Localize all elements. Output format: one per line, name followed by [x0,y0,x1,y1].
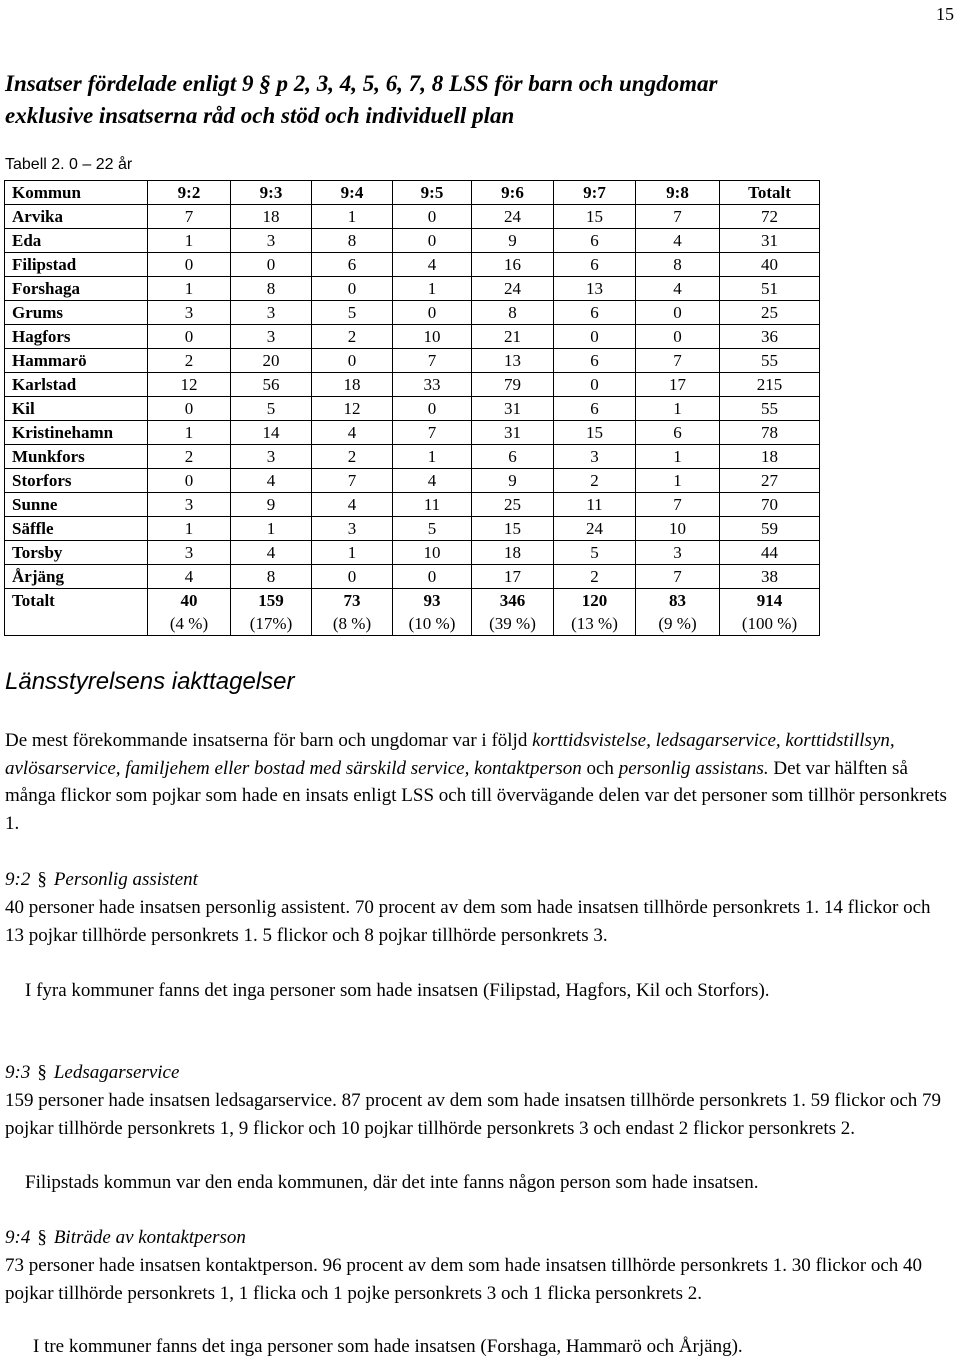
table-row [5,325,820,349]
value-cell: 5 [393,517,472,541]
value-cell: 0 [231,253,312,277]
value-cell: 3 [231,301,312,325]
section-9-2-paragraph: 40 personer hade insatsen personlig assistent. 70 procent av dem som hade insatsen tillhörde personkrets 1. 14 flickor och 13 pojkar tillhörde personkrets 1. 5 flickor och 8 pojkar tillhörde personkrets 3. [5,897,931,946]
value-cell: 7 [393,421,472,445]
value-cell: 8 [472,301,554,325]
value-cell: 3 [148,541,231,565]
value-cell: 70 [720,493,820,517]
value-cell: 1 [636,445,720,469]
value-cell: 3 [231,325,312,349]
total-cell [393,589,472,636]
value-cell: 4 [393,469,472,493]
value-cell: 3 [312,517,393,541]
value-cell: 6 [554,397,636,421]
total-cell [312,589,393,636]
heading-line-1: Insatser fördelade enligt 9 § p 2, 3, 4, 5, 6, 7, 8 LSS för barn och ungdomar [5,71,718,96]
value-cell: 4 [312,421,393,445]
value-cell: 1 [148,421,231,445]
value-cell: 31 [720,229,820,253]
value-cell: 8 [231,277,312,301]
value-cell: 11 [393,493,472,517]
section-title: Länsstyrelsens iakttagelser [5,668,295,695]
total-cell [554,589,636,636]
value-cell: 1 [312,541,393,565]
value-cell: 3 [231,445,312,469]
value-cell: 56 [231,373,312,397]
value-cell: 10 [636,517,720,541]
total-percent: (13 %) [571,614,618,633]
value-cell: 7 [636,349,720,373]
section-heading-9-4: 9:4 § Biträde av kontaktperson [5,1224,950,1252]
total-value: 93 [423,591,441,610]
value-cell: 0 [393,301,472,325]
value-cell: 2 [312,325,393,349]
value-cell: 1 [393,445,472,469]
value-cell: 31 [472,397,554,421]
kommun-cell: Hammarö [5,349,148,373]
value-cell: 2 [148,349,231,373]
section-9-4-paragraph-2: I tre kommuner fanns det inga personer som hade insatsen (Forshaga, Hammarö och Årjäng). [33,1336,743,1357]
value-cell: 17 [472,565,554,589]
table-row [5,397,820,421]
value-cell: 1 [148,517,231,541]
value-cell: 15 [554,205,636,229]
value-cell: 15 [554,421,636,445]
value-cell: 0 [312,565,393,589]
table-row [5,301,820,325]
value-cell: 18 [720,445,820,469]
value-cell: 17 [636,373,720,397]
value-cell: 18 [472,541,554,565]
total-cell [148,589,231,636]
table-row [5,205,820,229]
value-cell: 1 [636,397,720,421]
value-cell: 79 [472,373,554,397]
kommun-cell: Munkfors [5,445,148,469]
column-header: 9:7 [554,181,636,205]
value-cell: 59 [720,517,820,541]
total-cell [636,589,720,636]
value-cell: 0 [554,373,636,397]
value-cell: 15 [472,517,554,541]
value-cell: 18 [231,205,312,229]
value-cell: 0 [393,229,472,253]
table-row [5,373,820,397]
value-cell: 5 [312,301,393,325]
value-cell: 1 [393,277,472,301]
total-value: 40 [180,591,198,610]
total-value: 120 [581,591,608,610]
value-cell: 5 [554,541,636,565]
value-cell: 0 [148,253,231,277]
total-value: 159 [258,591,284,610]
value-cell: 215 [720,373,820,397]
value-cell: 24 [554,517,636,541]
table-row [5,541,820,565]
section-9-3-paragraph: 159 personer hade insatsen ledsagarservice. 87 procent av dem som hade insatsen tillhörde personkrets 1. 59 flickor och 79 pojkar tillhörde personkrets 1, 9 flickor och 10 pojkar tillhörde personkrets 3 och endast 2 flickor personkrets 2. [5,1090,942,1139]
column-header: 9:5 [393,181,472,205]
value-cell: 6 [554,349,636,373]
table-row [5,469,820,493]
value-cell: 1 [636,469,720,493]
value-cell: 6 [312,253,393,277]
value-cell: 21 [472,325,554,349]
table-row [5,565,820,589]
value-cell: 14 [231,421,312,445]
total-value: 914 [756,591,783,610]
value-cell: 0 [148,397,231,421]
value-cell: 13 [472,349,554,373]
value-cell: 4 [148,565,231,589]
kommun-cell: Kristinehamn [5,421,148,445]
value-cell: 55 [720,397,820,421]
table-row [5,253,820,277]
kommun-cell: Arvika [5,205,148,229]
value-cell: 40 [720,253,820,277]
total-cell [720,589,820,636]
value-cell: 7 [636,565,720,589]
value-cell: 9 [472,469,554,493]
value-cell: 4 [312,493,393,517]
value-cell: 0 [636,301,720,325]
value-cell: 1 [312,205,393,229]
section-9-3-paragraph-2: Filipstads kommun var den enda kommunen, där det inte fanns någon person som hade insatsen. [25,1172,759,1193]
total-percent: (8 %) [332,614,372,633]
table-row [5,445,820,469]
page-heading [5,68,945,132]
total-value: 346 [499,591,526,610]
value-cell: 25 [472,493,554,517]
value-cell: 5 [231,397,312,421]
value-cell: 51 [720,277,820,301]
column-header: 9:8 [636,181,720,205]
value-cell: 27 [720,469,820,493]
table-row [5,421,820,445]
total-percent: (10 %) [408,614,456,633]
value-cell: 8 [231,565,312,589]
value-cell: 2 [554,469,636,493]
kommun-cell: Årjäng [5,565,148,589]
value-cell: 8 [636,253,720,277]
value-cell: 24 [472,205,554,229]
total-percent: (17%) [249,614,293,633]
kommun-cell: Karlstad [5,373,148,397]
value-cell: 0 [393,397,472,421]
value-cell: 7 [393,349,472,373]
table-row [5,349,820,373]
section-heading-9-2: 9:2 § Personlig assistent [5,866,950,894]
insatser-table [4,180,820,636]
value-cell: 44 [720,541,820,565]
value-cell: 0 [393,565,472,589]
kommun-cell: Storfors [5,469,148,493]
table-row [5,517,820,541]
total-cell [472,589,554,636]
value-cell: 6 [554,301,636,325]
value-cell: 78 [720,421,820,445]
value-cell: 12 [148,373,231,397]
value-cell: 20 [231,349,312,373]
kommun-cell: Kil [5,397,148,421]
value-cell: 72 [720,205,820,229]
value-cell: 0 [148,469,231,493]
value-cell: 7 [312,469,393,493]
value-cell: 3 [148,493,231,517]
value-cell: 3 [148,301,231,325]
value-cell: 6 [554,229,636,253]
value-cell: 1 [231,517,312,541]
value-cell: 9 [472,229,554,253]
table-header-row [5,181,820,205]
table-caption: Tabell 2. 0 – 22 år [5,156,133,173]
value-cell: 38 [720,565,820,589]
value-cell: 3 [231,229,312,253]
value-cell: 24 [472,277,554,301]
value-cell: 11 [554,493,636,517]
value-cell: 25 [720,301,820,325]
value-cell: 2 [554,565,636,589]
value-cell: 3 [636,541,720,565]
value-cell: 31 [472,421,554,445]
kommun-cell: Hagfors [5,325,148,349]
value-cell: 12 [312,397,393,421]
total-label: Totalt [5,589,148,636]
column-header: 9:6 [472,181,554,205]
value-cell: 2 [312,445,393,469]
kommun-cell: Torsby [5,541,148,565]
kommun-cell: Filipstad [5,253,148,277]
value-cell: 16 [472,253,554,277]
value-cell: 6 [636,421,720,445]
kommun-cell: Forshaga [5,277,148,301]
value-cell: 4 [231,469,312,493]
column-header: 9:2 [148,181,231,205]
intro-paragraph: De mest förekommande insatserna för barn och ungdomar var i följd korttidsvistelse, ledsagarservice, korttidstillsyn, avlösarservice, familjehem eller bostad med särskild service, kontaktperson och personlig assistans. Det var hälften så många flickor som pojkar som hade en insats enligt LSS och till övervägande delen var det personer som tillhör personkrets 1. [5,730,947,834]
value-cell: 0 [636,325,720,349]
value-cell: 1 [148,229,231,253]
value-cell: 2 [148,445,231,469]
value-cell: 36 [720,325,820,349]
total-percent: (4 %) [169,614,209,633]
value-cell: 8 [312,229,393,253]
value-cell: 4 [636,229,720,253]
heading-line-2: exklusive insatserna råd och stöd och individuell plan [5,103,515,128]
page-number: 15 [936,4,954,24]
column-header: 9:4 [312,181,393,205]
total-value: 83 [669,591,686,610]
value-cell: 0 [148,325,231,349]
value-cell: 18 [312,373,393,397]
table-row [5,493,820,517]
value-cell: 33 [393,373,472,397]
value-cell: 7 [636,205,720,229]
kommun-cell: Säffle [5,517,148,541]
section-sign-icon: § [37,1227,47,1248]
section-9-4-paragraph: 73 personer hade insatsen kontaktperson. 96 procent av dem som hade insatsen tillhörde personkrets 1. 30 flickor och 40 pojkar tillhörde personkrets 1, 1 flicka och 1 pojke personkrets 3 och 1 flicka personkrets 2. [5,1255,923,1304]
total-percent: (100 %) [741,614,798,633]
section-sign-icon: § [37,869,47,890]
column-header: Kommun [5,181,148,205]
total-percent: (9 %) [658,614,697,633]
total-percent: (39 %) [489,614,536,633]
value-cell: 10 [393,325,472,349]
value-cell: 0 [312,349,393,373]
kommun-cell: Grums [5,301,148,325]
value-cell: 0 [393,205,472,229]
column-header: 9:3 [231,181,312,205]
value-cell: 1 [148,277,231,301]
section-heading-9-3: 9:3 § Ledsagarservice [5,1059,950,1087]
table-row [5,277,820,301]
value-cell: 55 [720,349,820,373]
column-header: Totalt [720,181,820,205]
value-cell: 4 [231,541,312,565]
section-9-2-paragraph-2: I fyra kommuner fanns det inga personer som hade insatsen (Filipstad, Hagfors, Kil och Storfors). [25,980,770,1001]
total-cell [231,589,312,636]
value-cell: 13 [554,277,636,301]
value-cell: 0 [554,325,636,349]
value-cell: 9 [231,493,312,517]
value-cell: 3 [554,445,636,469]
value-cell: 6 [472,445,554,469]
kommun-cell: Sunne [5,493,148,517]
value-cell: 4 [393,253,472,277]
value-cell: 0 [312,277,393,301]
value-cell: 6 [554,253,636,277]
total-value: 73 [343,591,361,610]
table-row [5,229,820,253]
value-cell: 7 [148,205,231,229]
kommun-cell: Eda [5,229,148,253]
value-cell: 4 [636,277,720,301]
value-cell: 7 [636,493,720,517]
section-sign-icon: § [37,1062,47,1083]
table-total-row [5,589,820,636]
value-cell: 10 [393,541,472,565]
